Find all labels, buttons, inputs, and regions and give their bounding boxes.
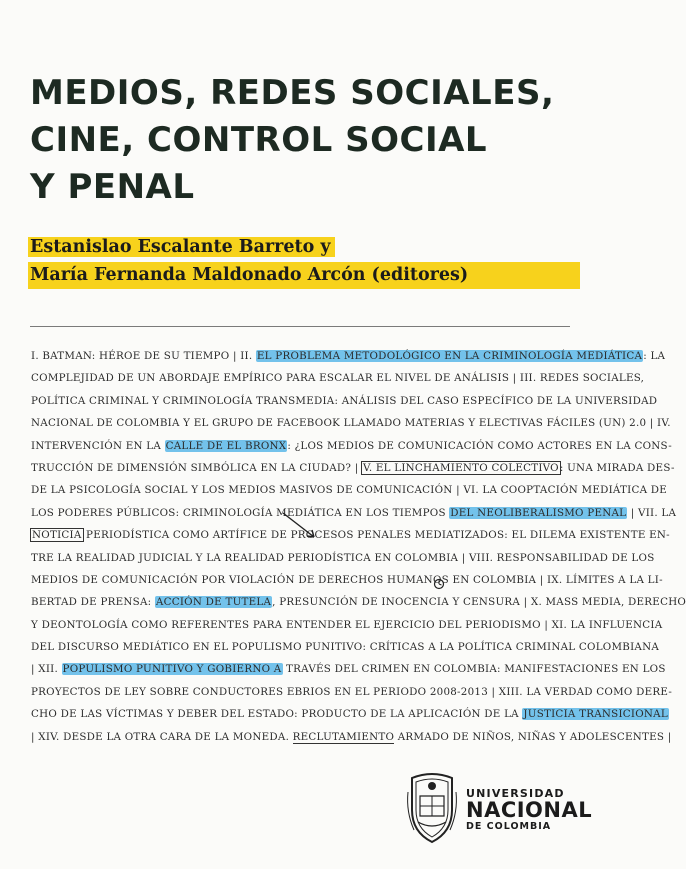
toc-text: : LA [643,350,666,362]
arrow-mark-icon [280,510,320,542]
toc-line: COMPLEJIDAD DE UN ABORDAJE EMPÍRICO PARA ESCALAR EL NIVEL DE ANÁLISIS | III. REDES SOCIALES, [31,372,645,385]
divider-rule [30,326,570,327]
toc-text: | VII. LA [627,506,677,519]
title-line-2: CINE, CONTROL SOCIAL [30,120,488,160]
toc-line: POLÍTICA CRIMINAL Y CRIMINOLOGÍA TRANSMEDIA: ANÁLISIS DEL CASO ESPECÍFICO DE LA UNIVERSIDAD [31,394,658,407]
editors-block [28,234,580,290]
toc-text: | XIV. DESDE LA OTRA CARA DE LA MONEDA. [31,730,293,743]
toc-line [31,703,668,725]
toc-line: MEDIOS DE COMUNICACIÓN POR VIOLACIÓN DE DERECHOS HUMANOS EN COLOMBIA | IX. LÍMITES A LA LI- [31,573,663,586]
toc-text: I. BATMAN: HÉROE DE SU TIEMPO | II. [31,350,256,362]
toc-text: , PRESUNCIÓN DE INOCENCIA Y CENSURA | X. MASS MEDIA, DERECHO [272,596,686,609]
university-seal-icon [404,772,460,844]
toc-line: DEL DISCURSO MEDIÁTICO EN EL POPULISMO PUNITIVO: CRÍTICAS A LA POLÍTICA CRIMINAL COLOMBIANA [31,641,660,654]
toc-line [31,658,666,680]
toc-text: INTERVENCIÓN EN LA [31,439,165,452]
toc-line [31,435,672,457]
toc-text: : UNA MIRADA DES- [559,461,675,474]
table-of-contents [31,345,686,748]
toc-line [31,591,686,613]
toc-text: BERTAD DE PRENSA: [31,596,155,609]
title-line-1: MEDIOS, REDES SOCIALES, [30,73,555,113]
toc-text: TRUCCIÓN DE DIMENSIÓN SIMBÓLICA EN LA CIUDAD? | [31,461,362,474]
circle-mark-icon [433,578,445,590]
toc-line [31,726,672,748]
highlight-neoliberalismo: DEL NEOLIBERALISMO PENAL [450,506,627,519]
publisher-line-2: NACIONAL [466,798,593,822]
underlined-reclutamiento: RECLUTAMIENTO [292,730,395,743]
highlight-chapter-2: EL PROBLEMA METODOLÓGICO EN LA CRIMINOLOGÍA MEDIÁTICA [256,350,643,362]
toc-text: : ¿LOS MEDIOS DE COMUNICACIÓN COMO ACTORES EN LA CONS- [287,439,672,452]
toc-line: PROYECTOS DE LEY SOBRE CONDUCTORES EBRIOS EN EL PERIODO 2008-2013 | XIII. LA VERDAD COMO DERE- [31,685,673,698]
publisher-name [466,788,592,833]
editors-line-1: Estanislao Escalante Barreto y [28,237,335,257]
toc-line [31,457,675,479]
boxed-noticia: NOTICIA [32,529,82,542]
title-line-3: Y PENAL [30,167,195,207]
boxed-chapter-5: V. EL LINCHAMIENTO COLECTIVO [362,461,559,474]
toc-text: PERIODÍSTICA COMO ARTÍFICE DE PROCESOS PENALES MEDIATIZADOS: EL DILEMA EXISTENTE EN- [82,529,670,542]
toc-text: LOS PODERES PÚBLICOS: CRIMINOLOGÍA MEDIÁTICA EN LOS TIEMPOS [31,506,450,519]
toc-line: TRE LA REALIDAD JUDICIAL Y LA REALIDAD PERIODÍSTICA EN COLOMBIA | VIII. RESPONSABILIDAD DE LOS [31,551,655,564]
toc-text: CHO DE LAS VÍCTIMAS Y DEBER DEL ESTADO: PRODUCTO DE LA APLICACIÓN DE LA [31,708,523,721]
highlight-bronx: CALLE DE EL BRONX [165,439,287,452]
publisher-logo [404,772,593,847]
toc-text: TRAVÉS DEL CRIMEN EN COLOMBIA: MANIFESTACIONES EN LOS [282,663,666,676]
highlight-populismo: POPULISMO PUNITIVO Y GOBIERNO A [62,663,282,676]
toc-line: DE LA PSICOLOGÍA SOCIAL Y LOS MEDIOS MASIVOS DE COMUNICACIÓN | VI. LA COOPTACIÓN MEDIÁTICA DE [31,484,668,497]
editors-line-2: María Fernanda Maldonado Arcón (editores) [28,262,580,289]
book-title [30,70,590,211]
publisher-line-3: DE COLOMBIA [466,821,552,832]
toc-line: Y DEONTOLOGÍA COMO REFERENTES PARA ENTENDER EL EJERCICIO DEL PERIODISMO | XI. LA INFLUENCIA [31,618,663,631]
toc-text: | XII. [31,663,62,676]
publisher-line-1: UNIVERSIDAD [466,787,565,800]
toc-text: ARMADO DE NIÑOS, NIÑAS Y ADOLESCENTES | [394,730,672,743]
highlight-tutela: ACCIÓN DE TUTELA [155,596,272,609]
highlight-justicia: JUSTICIA TRANSICIONAL [523,708,668,721]
toc-line: NACIONAL DE COLOMBIA Y EL GRUPO DE FACEBOOK LLAMADO MATERIAS Y ELECTIVAS FÁCILES (UN) 2.0 | IV. [31,417,671,430]
toc-line [31,345,666,367]
